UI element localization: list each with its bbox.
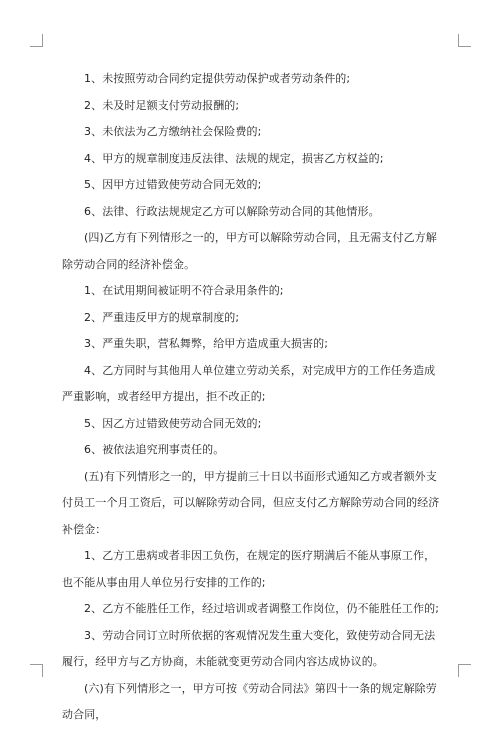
paragraph-termination-item-2: 2、未及时足额支付劳动报酬的; xyxy=(84,98,240,112)
paragraph-section4-item-3: 3、严重失职，营私舞弊，给甲方造成重大损害的; xyxy=(84,337,329,350)
crop-mark-bottom-right xyxy=(458,664,471,677)
paragraph-section5-item-1: 1、乙方工患病或者非因工负伤，在规定的医疗期满后不能从事原工作，也不能从事由用人单位另行安排的工作的; xyxy=(62,549,436,589)
paragraph-section4-item-2: 2、严重违反甲方的规章制度的; xyxy=(84,310,240,324)
paragraph-section4-item-5: 5、因乙方过错致使劳动合同无效的; xyxy=(84,416,262,430)
section-heading-6: (六)有下列情形之一，甲方可按《劳动合同法》第四十一条的规定解除劳动合同， xyxy=(62,681,437,721)
paragraph-termination-item-6: 6、法律、行政法规规定乙方可以解除劳动合同的其他情形。 xyxy=(84,204,380,218)
paragraph-section4-item-6: 6、被依法追究刑事责任的。 xyxy=(84,443,225,456)
paragraph-section5-item-3: 3、劳动合同订立时所依据的客观情况发生重大变化，致使劳动合同无法履行，经甲方与乙方协商，未能就变更劳动合同内容达成协议的。 xyxy=(62,628,436,668)
document-body xyxy=(62,66,446,729)
paragraph-section4-item-4: 4、乙方同时与其他用人单位建立劳动关系，对完成甲方的工作任务造成严重影响，或者经甲方提出，拒不改正的; xyxy=(62,363,436,403)
section-heading-5: (五)有下列情形之一的，甲方提前三十日以书面形式通知乙方或者额外支付员工一个月工资后，可以解除劳动合同，但应支付乙方解除劳动合同的经济补偿金： xyxy=(62,469,440,536)
paragraph-termination-item-1: 1、未按照劳动合同约定提供劳动保护或者劳动条件的; xyxy=(84,72,351,85)
paragraph-section4-item-1: 1、在试用期间被证明不符合录用条件的; xyxy=(84,284,284,297)
paragraph-termination-item-5: 5、因甲方过错致使劳动合同无效的; xyxy=(84,178,262,191)
paragraph-termination-item-3: 3、未依法为乙方缴纳社会保险费的; xyxy=(84,125,262,138)
crop-mark-top-left xyxy=(30,34,43,47)
paragraph-termination-item-4: 4、甲方的规章制度违反法律、法规的规定，损害乙方权益的; xyxy=(84,151,384,165)
section-heading-4: (四)乙方有下列情形之一的，甲方可以解除劳动合同，且无需支付乙方解除劳动合同的经济补偿金。 xyxy=(62,231,437,271)
crop-mark-top-right xyxy=(458,34,471,47)
paragraph-section5-item-2: 2、乙方不能胜任工作，经过培训或者调整工作岗位，仍不能胜任工作的; xyxy=(84,602,440,615)
crop-mark-bottom-left xyxy=(30,664,43,677)
